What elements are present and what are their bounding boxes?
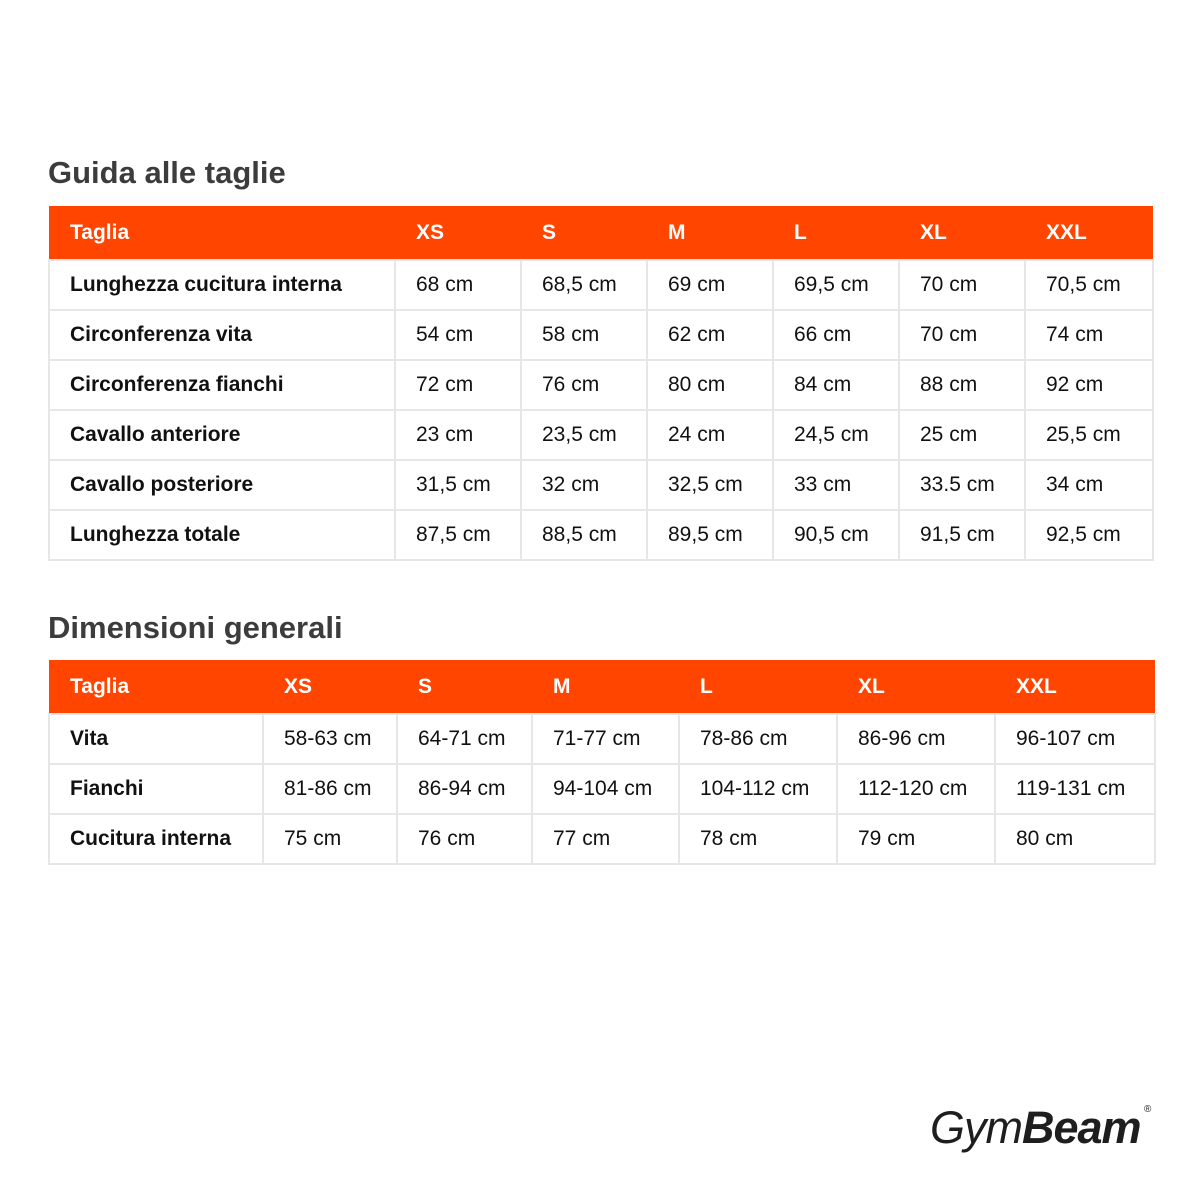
table-cell: 92,5 cm [1025, 510, 1153, 560]
logo-text-beam: Beam [1022, 1102, 1141, 1153]
table-cell: 69 cm [647, 260, 773, 310]
table-cell: 80 cm [995, 814, 1155, 864]
table-row [49, 460, 1153, 510]
header-cell: M [647, 206, 773, 260]
table-cell: 33.5 cm [899, 460, 1025, 510]
table-cell: 91,5 cm [899, 510, 1025, 560]
table-cell: 70 cm [899, 310, 1025, 360]
table-cell: 78 cm [679, 814, 837, 864]
table-cell: 88 cm [899, 360, 1025, 410]
table-cell: 78-86 cm [679, 714, 837, 764]
row-label: Circonferenza fianchi [49, 360, 395, 410]
size-guide-title: Guida alle taglie [48, 155, 286, 190]
table-cell: 23 cm [395, 410, 521, 460]
table-cell: 69,5 cm [773, 260, 899, 310]
header-cell: L [679, 660, 837, 714]
table-cell: 58 cm [521, 310, 647, 360]
header-cell: Taglia [49, 206, 395, 260]
table-cell: 74 cm [1025, 310, 1153, 360]
general-dimensions-title: Dimensioni generali [48, 610, 343, 645]
table-cell: 96-107 cm [995, 714, 1155, 764]
table-cell: 24 cm [647, 410, 773, 460]
table-row [49, 310, 1153, 360]
table-cell: 92 cm [1025, 360, 1153, 410]
row-label: Circonferenza vita [49, 310, 395, 360]
table-cell: 76 cm [397, 814, 532, 864]
table-cell: 84 cm [773, 360, 899, 410]
row-label: Vita [49, 714, 263, 764]
table-row [49, 410, 1153, 460]
header-cell: S [521, 206, 647, 260]
header-cell: Taglia [49, 660, 263, 714]
table-cell: 70,5 cm [1025, 260, 1153, 310]
general-dimensions-table [48, 660, 1156, 865]
table-cell: 72 cm [395, 360, 521, 410]
header-cell: XXL [1025, 206, 1153, 260]
header-cell: XS [263, 660, 397, 714]
table-cell: 88,5 cm [521, 510, 647, 560]
table-cell: 32 cm [521, 460, 647, 510]
header-cell: XXL [995, 660, 1155, 714]
row-label: Lunghezza cucitura interna [49, 260, 395, 310]
table-cell: 70 cm [899, 260, 1025, 310]
row-label: Lunghezza totale [49, 510, 395, 560]
table-cell: 76 cm [521, 360, 647, 410]
table-cell: 68 cm [395, 260, 521, 310]
table-cell: 94-104 cm [532, 764, 679, 814]
table-row [49, 360, 1153, 410]
table-cell: 58-63 cm [263, 714, 397, 764]
table-row [49, 260, 1153, 310]
table-cell: 54 cm [395, 310, 521, 360]
table-cell: 119-131 cm [995, 764, 1155, 814]
header-cell: XL [837, 660, 995, 714]
registered-mark: ® [1144, 1104, 1152, 1115]
table-header-row [49, 660, 1155, 714]
table-cell: 80 cm [647, 360, 773, 410]
table-cell: 68,5 cm [521, 260, 647, 310]
table-cell: 90,5 cm [773, 510, 899, 560]
table-cell: 62 cm [647, 310, 773, 360]
table-cell: 86-96 cm [837, 714, 995, 764]
table-cell: 24,5 cm [773, 410, 899, 460]
table-cell: 32,5 cm [647, 460, 773, 510]
table-row [49, 814, 1155, 864]
table-cell: 66 cm [773, 310, 899, 360]
table-cell: 23,5 cm [521, 410, 647, 460]
table-cell: 86-94 cm [397, 764, 532, 814]
table-cell: 87,5 cm [395, 510, 521, 560]
table-cell: 34 cm [1025, 460, 1153, 510]
size-guide-table [48, 206, 1154, 561]
header-cell: S [397, 660, 532, 714]
row-label: Cavallo anteriore [49, 410, 395, 460]
table-row [49, 714, 1155, 764]
table-cell: 75 cm [263, 814, 397, 864]
row-label: Cucitura interna [49, 814, 263, 864]
header-cell: XS [395, 206, 521, 260]
table-cell: 25,5 cm [1025, 410, 1153, 460]
table-cell: 112-120 cm [837, 764, 995, 814]
table-header-row [49, 206, 1153, 260]
header-cell: L [773, 206, 899, 260]
table-row [49, 764, 1155, 814]
table-cell: 79 cm [837, 814, 995, 864]
table-cell: 104-112 cm [679, 764, 837, 814]
header-cell: XL [899, 206, 1025, 260]
table-cell: 89,5 cm [647, 510, 773, 560]
logo-text-gym: Gym [930, 1102, 1022, 1153]
table-cell: 31,5 cm [395, 460, 521, 510]
table-cell: 71-77 cm [532, 714, 679, 764]
table-cell: 25 cm [899, 410, 1025, 460]
table-cell: 77 cm [532, 814, 679, 864]
table-cell: 64-71 cm [397, 714, 532, 764]
header-cell: M [532, 660, 679, 714]
table-cell: 33 cm [773, 460, 899, 510]
row-label: Cavallo posteriore [49, 460, 395, 510]
gymbeam-logo [930, 1102, 1152, 1153]
table-cell: 81-86 cm [263, 764, 397, 814]
table-row [49, 510, 1153, 560]
row-label: Fianchi [49, 764, 263, 814]
